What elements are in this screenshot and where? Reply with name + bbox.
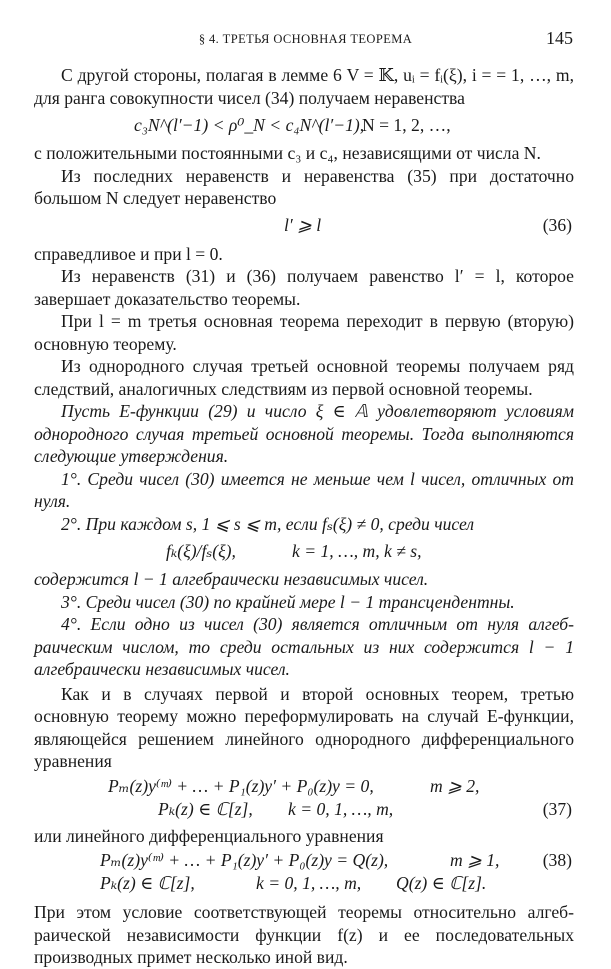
page-body <box>34 64 574 969</box>
corollary-item-2-end: содержится l − 1 алгебраически независимых чисел. <box>34 569 429 589</box>
paragraph-inequality-follows: Из последних неравенств и неравенства (35) при достаточно большом N следует неравенство <box>34 165 574 208</box>
formula-m-ge-1: m ⩾ 1, <box>450 850 500 870</box>
page-header <box>0 28 611 52</box>
equation-number-37: (37) <box>542 798 572 819</box>
paragraph-valid-l-zero: справедливое и при l = 0. <box>34 243 223 264</box>
formula-coeff-poly-37: Pₖ(z) ∈ ℂ[z], <box>158 798 253 819</box>
formula-k-range: k = 1, …, m, k ≠ s, <box>292 541 422 561</box>
formula-l-prime-ge-l: l′ ⩾ l <box>284 214 322 235</box>
formula-q-poly: Q(z) ∈ ℂ[z]. <box>396 873 487 893</box>
equation-number-38: (38) <box>542 850 572 870</box>
paragraph-equality-proof: Из неравенств (31) и (36) получаем равенство l′ = l, которое завершает доказательство теоремы. <box>34 266 574 309</box>
paragraph-constants: с положительными постоянными c₃ и c₄, независящими от числа N. <box>34 143 541 163</box>
corollary-item-2: 2°. При каждом s, 1 ⩽ s ⩽ m, если fₛ(ξ) ≠ 0, среди чисел <box>61 513 475 534</box>
paragraph-closing: При этом условие соответствующей теоремы относительно алгебраической независимости функции f(z) и ее последовательных производных примет несколько иной вид. <box>34 902 574 967</box>
formula-ratio: fₖ(ξ)/fₛ(ξ), <box>166 541 236 561</box>
display-equation-36 <box>34 210 574 243</box>
equation-number-36: (36) <box>542 214 572 235</box>
formula-k-range-37: k = 0, 1, …, m, <box>288 798 394 819</box>
paragraph-lemma-application: С другой стороны, полагая в лемме 6 V = 𝕂, uᵢ = fᵢ(ξ), i = = 1, …, m, для ранга совокупности чисел (34) получаем неравенства <box>34 65 574 108</box>
formula-rho-bounds: c₃N^(l′−1) < ρ⁰_N < c₄N^(l′−1), <box>134 115 365 135</box>
formula-coeff-poly-38: Pₖ(z) ∈ ℂ[z], <box>100 873 195 893</box>
display-inequality-rho <box>34 109 574 142</box>
paragraph-corollary-statement: Пусть E-функции (29) и число ξ ∈ 𝔸 удовлетворяют условиям однородного случая третьей основной теоремы. Тогда выполняются следующие утверждения. <box>34 401 574 466</box>
corollary-item-4: 4°. Если одно из чисел (30) является отличным от нуля алгебраическим числом, то среди остальных из них содержится l − 1 алгебраически независимых чисел. <box>34 614 574 679</box>
paragraph-corollaries-intro: Из однородного случая третьей основной теоремы получаем ряд следствий, аналогичных следствиям из первой основной теоремы. <box>34 356 574 399</box>
page-number: 145 <box>546 28 573 48</box>
paragraph-l-equals-m: При l = m третья основная теорема переходит в первую (вторую) основную теорему. <box>34 311 574 354</box>
formula-k-range-38: k = 0, 1, …, m, <box>256 873 362 893</box>
paragraph-inhomogeneous-intro: или линейного дифференциального уравнения <box>34 825 384 846</box>
formula-m-ge-2: m ⩾ 2, <box>430 775 480 796</box>
corollary-item-1: 1°. Среди чисел (30) имеется не меньше чем l чисел, отличных от нуля. <box>34 468 574 511</box>
display-equation-38 <box>34 847 574 897</box>
formula-n-range: N = 1, 2, …, <box>362 115 451 135</box>
display-ratio-formula <box>34 535 574 568</box>
corollary-item-3: 3°. Среди чисел (30) по крайней мере l − 1 трансцендентны. <box>61 591 515 612</box>
running-head: § 4. ТРЕТЬЯ ОСНОВНАЯ ТЕОРЕМА <box>198 32 413 46</box>
formula-homogeneous-ode: Pₘ(z)y⁽ᵐ⁾ + … + P₁(z)y′ + P₀(z)y = 0, <box>108 775 374 796</box>
display-equation-37 <box>34 773 574 823</box>
formula-inhomogeneous-ode: Pₘ(z)y⁽ᵐ⁾ + … + P₁(z)y′ + P₀(z)y = Q(z), <box>100 850 389 870</box>
paragraph-reformulation: Как и в случаях первой и второй основных теорем, третью основную теорему можно переформулировать на случай E-функции, являющейся решением линейного однородного дифференциального уравнения <box>34 683 574 771</box>
